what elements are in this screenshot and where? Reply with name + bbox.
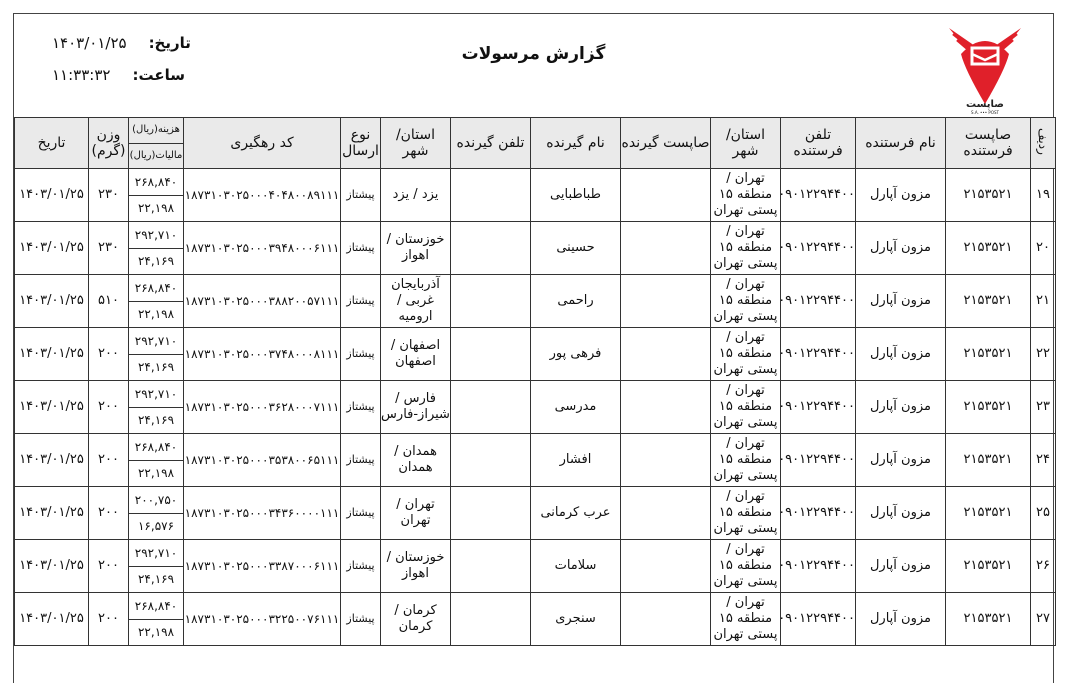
cell-receiver-name: فرهی پور [531, 328, 621, 381]
cell-sender-city: تهران / منطقه ۱۵ پستی تهران [711, 434, 781, 487]
cell-cost-tax [129, 328, 184, 381]
table-row [15, 593, 1056, 646]
cell-weight: ۲۰۰ [89, 593, 129, 646]
cell-receiver-sapost [621, 275, 711, 328]
cell-cost-tax [129, 381, 184, 434]
header-cost: هزینه(ریال) [129, 118, 183, 144]
table-row [15, 381, 1056, 434]
cell-cost: ۲۰۰,۷۵۰ [129, 487, 183, 514]
cell-sender-sapost: ۲۱۵۳۵۲۱ [946, 434, 1031, 487]
report-title: گزارش مرسولات [461, 44, 606, 64]
header-send-type: نوع ارسال [341, 118, 381, 169]
cell-tax: ۲۲,۱۹۸ [137, 625, 175, 640]
header-sender-sapost: صاپست فرستنده [946, 118, 1031, 169]
cell-tax: ۲۴,۱۶۹ [137, 360, 175, 375]
cell-receiver-name: مدرسی [531, 381, 621, 434]
table-row [15, 275, 1056, 328]
date-label: تاریخ: [148, 34, 191, 52]
cell-tracking-code: ۱۸۷۳۱۰۳۰۲۵۰۰۰۳۵۳۸۰۰۶۵۱۱۱ [184, 434, 341, 487]
cell-receiver-city: خوزستان / اهواز [381, 222, 451, 275]
table-row [15, 169, 1056, 222]
sapost-logo-icon [945, 20, 1025, 115]
cell-receiver-name: راحمی [531, 275, 621, 328]
cell-cost: ۲۹۲,۷۱۰ [129, 381, 183, 408]
header-sender-city: استان/ شهر [711, 118, 781, 169]
cell-row: ۲۴ [1031, 434, 1056, 487]
cell-date: ۱۴۰۳/۰۱/۲۵ [15, 434, 89, 487]
cell-sender-sapost: ۲۱۵۳۵۲۱ [946, 540, 1031, 593]
header-receiver-city: استان/ شهر [381, 118, 451, 169]
cell-date: ۱۴۰۳/۰۱/۲۵ [15, 487, 89, 540]
header-sender-name: نام فرستنده [856, 118, 946, 169]
cell-cost-tax [129, 434, 184, 487]
table-row [15, 540, 1056, 593]
cell-cost-tax [129, 593, 184, 646]
cell-sender-sapost: ۲۱۵۳۵۲۱ [946, 169, 1031, 222]
cell-receiver-phone [451, 275, 531, 328]
cell-receiver-phone [451, 169, 531, 222]
date-value: ۱۴۰۳/۰۱/۲۵ [52, 34, 127, 52]
cell-receiver-phone [451, 434, 531, 487]
cell-weight: ۲۰۰ [89, 540, 129, 593]
cell-sender-name: مزون آپارل [856, 540, 946, 593]
cell-weight: ۲۰۰ [89, 328, 129, 381]
cell-tracking-code: ۱۸۷۳۱۰۳۰۲۵۰۰۰۳۷۴۸۰۰۰۸۱۱۱ [184, 328, 341, 381]
cell-date: ۱۴۰۳/۰۱/۲۵ [15, 540, 89, 593]
cell-cost: ۲۶۸,۸۴۰ [129, 169, 183, 196]
report-page [13, 13, 1054, 683]
cell-receiver-name: عرب کرمانی [531, 487, 621, 540]
cell-sender-name: مزون آپارل [856, 275, 946, 328]
cell-receiver-phone [451, 222, 531, 275]
cell-weight: ۲۰۰ [89, 381, 129, 434]
cell-send-type: پیشتاز [341, 487, 381, 540]
cell-receiver-sapost [621, 169, 711, 222]
cell-receiver-sapost [621, 222, 711, 275]
cell-receiver-name: افشار [531, 434, 621, 487]
cell-send-type: پیشتاز [341, 328, 381, 381]
header-row-number: ردیف [1031, 118, 1056, 169]
cell-send-type: پیشتاز [341, 434, 381, 487]
cell-sender-sapost: ۲۱۵۳۵۲۱ [946, 487, 1031, 540]
cell-receiver-sapost [621, 487, 711, 540]
cell-sender-name: مزون آپارل [856, 328, 946, 381]
cell-sender-name: مزون آپارل [856, 381, 946, 434]
cell-date: ۱۴۰۳/۰۱/۲۵ [15, 593, 89, 646]
shipments-table [14, 117, 1056, 646]
report-header [14, 14, 1053, 117]
cell-receiver-sapost [621, 328, 711, 381]
cell-tax: ۲۴,۱۶۹ [137, 413, 175, 428]
cell-row: ۲۰ [1031, 222, 1056, 275]
cell-tracking-code: ۱۸۷۳۱۰۳۰۲۵۰۰۰۳۳۸۷۰۰۰۶۱۱۱ [184, 540, 341, 593]
cell-cost-tax [129, 275, 184, 328]
cell-tracking-code: ۱۸۷۳۱۰۳۰۲۵۰۰۰۳۸۸۲۰۰۵۷۱۱۱ [184, 275, 341, 328]
cell-sender-sapost: ۲۱۵۳۵۲۱ [946, 381, 1031, 434]
cell-tracking-code: ۱۸۷۳۱۰۳۰۲۵۰۰۰۳۶۲۸۰۰۰۷۱۱۱ [184, 381, 341, 434]
cell-date: ۱۴۰۳/۰۱/۲۵ [15, 222, 89, 275]
cell-cost: ۲۹۲,۷۱۰ [129, 540, 183, 567]
cell-receiver-city: یزد / یزد [381, 169, 451, 222]
cell-sender-city: تهران / منطقه ۱۵ پستی تهران [711, 328, 781, 381]
cell-tracking-code: ۱۸۷۳۱۰۳۰۲۵۰۰۰۳۹۴۸۰۰۰۶۱۱۱ [184, 222, 341, 275]
cell-sender-phone: ۰۹۰۱۲۲۹۴۴۰۰ [781, 593, 856, 646]
cell-receiver-sapost [621, 381, 711, 434]
cell-send-type: پیشتاز [341, 275, 381, 328]
header-sender-phone: تلفن فرستنده [781, 118, 856, 169]
cell-cost-tax [129, 222, 184, 275]
time-value: ۱۱:۳۳:۳۲ [52, 66, 111, 84]
cell-receiver-sapost [621, 593, 711, 646]
cell-sender-phone: ۰۹۰۱۲۲۹۴۴۰۰ [781, 487, 856, 540]
cell-send-type: پیشتاز [341, 540, 381, 593]
cell-receiver-city: فارس / شیراز-فارس [381, 381, 451, 434]
cell-receiver-sapost [621, 540, 711, 593]
table-row [15, 328, 1056, 381]
cell-receiver-phone [451, 381, 531, 434]
cell-receiver-city: آذربایجان غربی / ارومیه [381, 275, 451, 328]
cell-row: ۲۷ [1031, 593, 1056, 646]
cell-send-type: پیشتاز [341, 222, 381, 275]
cell-send-type: پیشتاز [341, 593, 381, 646]
cell-cost: ۲۶۸,۸۴۰ [129, 275, 183, 302]
cell-send-type: پیشتاز [341, 381, 381, 434]
cell-sender-phone: ۰۹۰۱۲۲۹۴۴۰۰ [781, 222, 856, 275]
cell-cost: ۲۶۸,۸۴۰ [129, 593, 183, 620]
time-label: ساعت: [132, 66, 185, 84]
cell-weight: ۲۳۰ [89, 222, 129, 275]
cell-sender-city: تهران / منطقه ۱۵ پستی تهران [711, 381, 781, 434]
cell-sender-city: تهران / منطقه ۱۵ پستی تهران [711, 275, 781, 328]
cell-sender-phone: ۰۹۰۱۲۲۹۴۴۰۰ [781, 275, 856, 328]
cell-receiver-phone [451, 540, 531, 593]
table-row [15, 222, 1056, 275]
cell-tax: ۲۲,۱۹۸ [137, 307, 175, 322]
cell-sender-city: تهران / منطقه ۱۵ پستی تهران [711, 169, 781, 222]
cell-send-type: پیشتاز [341, 169, 381, 222]
cell-sender-name: مزون آپارل [856, 487, 946, 540]
cell-receiver-name: سنجری [531, 593, 621, 646]
cell-date: ۱۴۰۳/۰۱/۲۵ [15, 328, 89, 381]
svg-text:صاپست: صاپست [966, 99, 1004, 110]
header-receiver-sapost: صاپست گیرنده [621, 118, 711, 169]
cell-receiver-phone [451, 328, 531, 381]
cell-sender-city: تهران / منطقه ۱۵ پستی تهران [711, 487, 781, 540]
cell-sender-name: مزون آپارل [856, 222, 946, 275]
cell-date: ۱۴۰۳/۰۱/۲۵ [15, 381, 89, 434]
cell-sender-city: تهران / منطقه ۱۵ پستی تهران [711, 222, 781, 275]
header-tracking-code: کد رهگیری [184, 118, 341, 169]
cell-weight: ۵۱۰ [89, 275, 129, 328]
cell-row: ۲۲ [1031, 328, 1056, 381]
header-date: تاریخ [15, 118, 89, 169]
cell-cost: ۲۹۲,۷۱۰ [129, 328, 183, 355]
cell-date: ۱۴۰۳/۰۱/۲۵ [15, 169, 89, 222]
cell-sender-name: مزون آپارل [856, 169, 946, 222]
cell-sender-phone: ۰۹۰۱۲۲۹۴۴۰۰ [781, 381, 856, 434]
cell-row: ۲۱ [1031, 275, 1056, 328]
table-header-row [15, 118, 1056, 169]
cell-row: ۱۹ [1031, 169, 1056, 222]
report-date [52, 34, 191, 52]
cell-date: ۱۴۰۳/۰۱/۲۵ [15, 275, 89, 328]
cell-tax: ۲۲,۱۹۸ [137, 466, 175, 481]
cell-receiver-phone [451, 487, 531, 540]
cell-weight: ۲۳۰ [89, 169, 129, 222]
cell-tracking-code: ۱۸۷۳۱۰۳۰۲۵۰۰۰۳۲۲۵۰۰۷۶۱۱۱ [184, 593, 341, 646]
cell-receiver-name: حسینی [531, 222, 621, 275]
cell-sender-sapost: ۲۱۵۳۵۲۱ [946, 222, 1031, 275]
cell-sender-phone: ۰۹۰۱۲۲۹۴۴۰۰ [781, 540, 856, 593]
cell-weight: ۲۰۰ [89, 434, 129, 487]
cell-sender-name: مزون آپارل [856, 593, 946, 646]
header-weight: وزن (گرم) [89, 118, 129, 169]
cell-weight: ۲۰۰ [89, 487, 129, 540]
cell-receiver-city: اصفهان / اصفهان [381, 328, 451, 381]
cell-tax: ۲۴,۱۶۹ [137, 254, 175, 269]
cell-receiver-sapost [621, 434, 711, 487]
cell-receiver-phone [451, 593, 531, 646]
report-time [52, 66, 185, 84]
cell-cost-tax [129, 540, 184, 593]
cell-row: ۲۳ [1031, 381, 1056, 434]
table-row [15, 487, 1056, 540]
svg-text:S.A. ••• POST: S.A. ••• POST [971, 110, 999, 115]
header-receiver-phone: تلفن گیرنده [451, 118, 531, 169]
cell-cost-tax [129, 169, 184, 222]
cell-tax: ۱۶,۵۷۶ [137, 519, 175, 534]
cell-receiver-name: طباطبایی [531, 169, 621, 222]
cell-sender-sapost: ۲۱۵۳۵۲۱ [946, 593, 1031, 646]
table-row [15, 434, 1056, 487]
cell-cost-tax [129, 487, 184, 540]
cell-sender-sapost: ۲۱۵۳۵۲۱ [946, 328, 1031, 381]
cell-sender-sapost: ۲۱۵۳۵۲۱ [946, 275, 1031, 328]
cell-cost: ۲۶۸,۸۴۰ [129, 434, 183, 461]
cell-receiver-city: خوزستان / اهواز [381, 540, 451, 593]
cell-sender-name: مزون آپارل [856, 434, 946, 487]
cell-sender-city: تهران / منطقه ۱۵ پستی تهران [711, 540, 781, 593]
cell-sender-phone: ۰۹۰۱۲۲۹۴۴۰۰ [781, 328, 856, 381]
cell-tracking-code: ۱۸۷۳۱۰۳۰۲۵۰۰۰۳۴۳۶۰۰۰۰۱۱۱ [184, 487, 341, 540]
cell-receiver-city: کرمان / کرمان [381, 593, 451, 646]
cell-receiver-city: همدان / همدان [381, 434, 451, 487]
header-receiver-name: نام گیرنده [531, 118, 621, 169]
cell-row: ۲۵ [1031, 487, 1056, 540]
cell-tracking-code: ۱۸۷۳۱۰۳۰۲۵۰۰۰۴۰۴۸۰۰۸۹۱۱۱ [184, 169, 341, 222]
cell-row: ۲۶ [1031, 540, 1056, 593]
header-cost-tax [129, 118, 184, 169]
cell-cost: ۲۹۲,۷۱۰ [129, 222, 183, 249]
cell-sender-phone: ۰۹۰۱۲۲۹۴۴۰۰ [781, 434, 856, 487]
cell-sender-phone: ۰۹۰۱۲۲۹۴۴۰۰ [781, 169, 856, 222]
cell-receiver-name: سلامات [531, 540, 621, 593]
cell-tax: ۲۴,۱۶۹ [137, 572, 175, 587]
header-tax: مالیات(ریال) [129, 149, 183, 161]
cell-sender-city: تهران / منطقه ۱۵ پستی تهران [711, 593, 781, 646]
cell-tax: ۲۲,۱۹۸ [137, 201, 175, 216]
cell-receiver-city: تهران / تهران [381, 487, 451, 540]
